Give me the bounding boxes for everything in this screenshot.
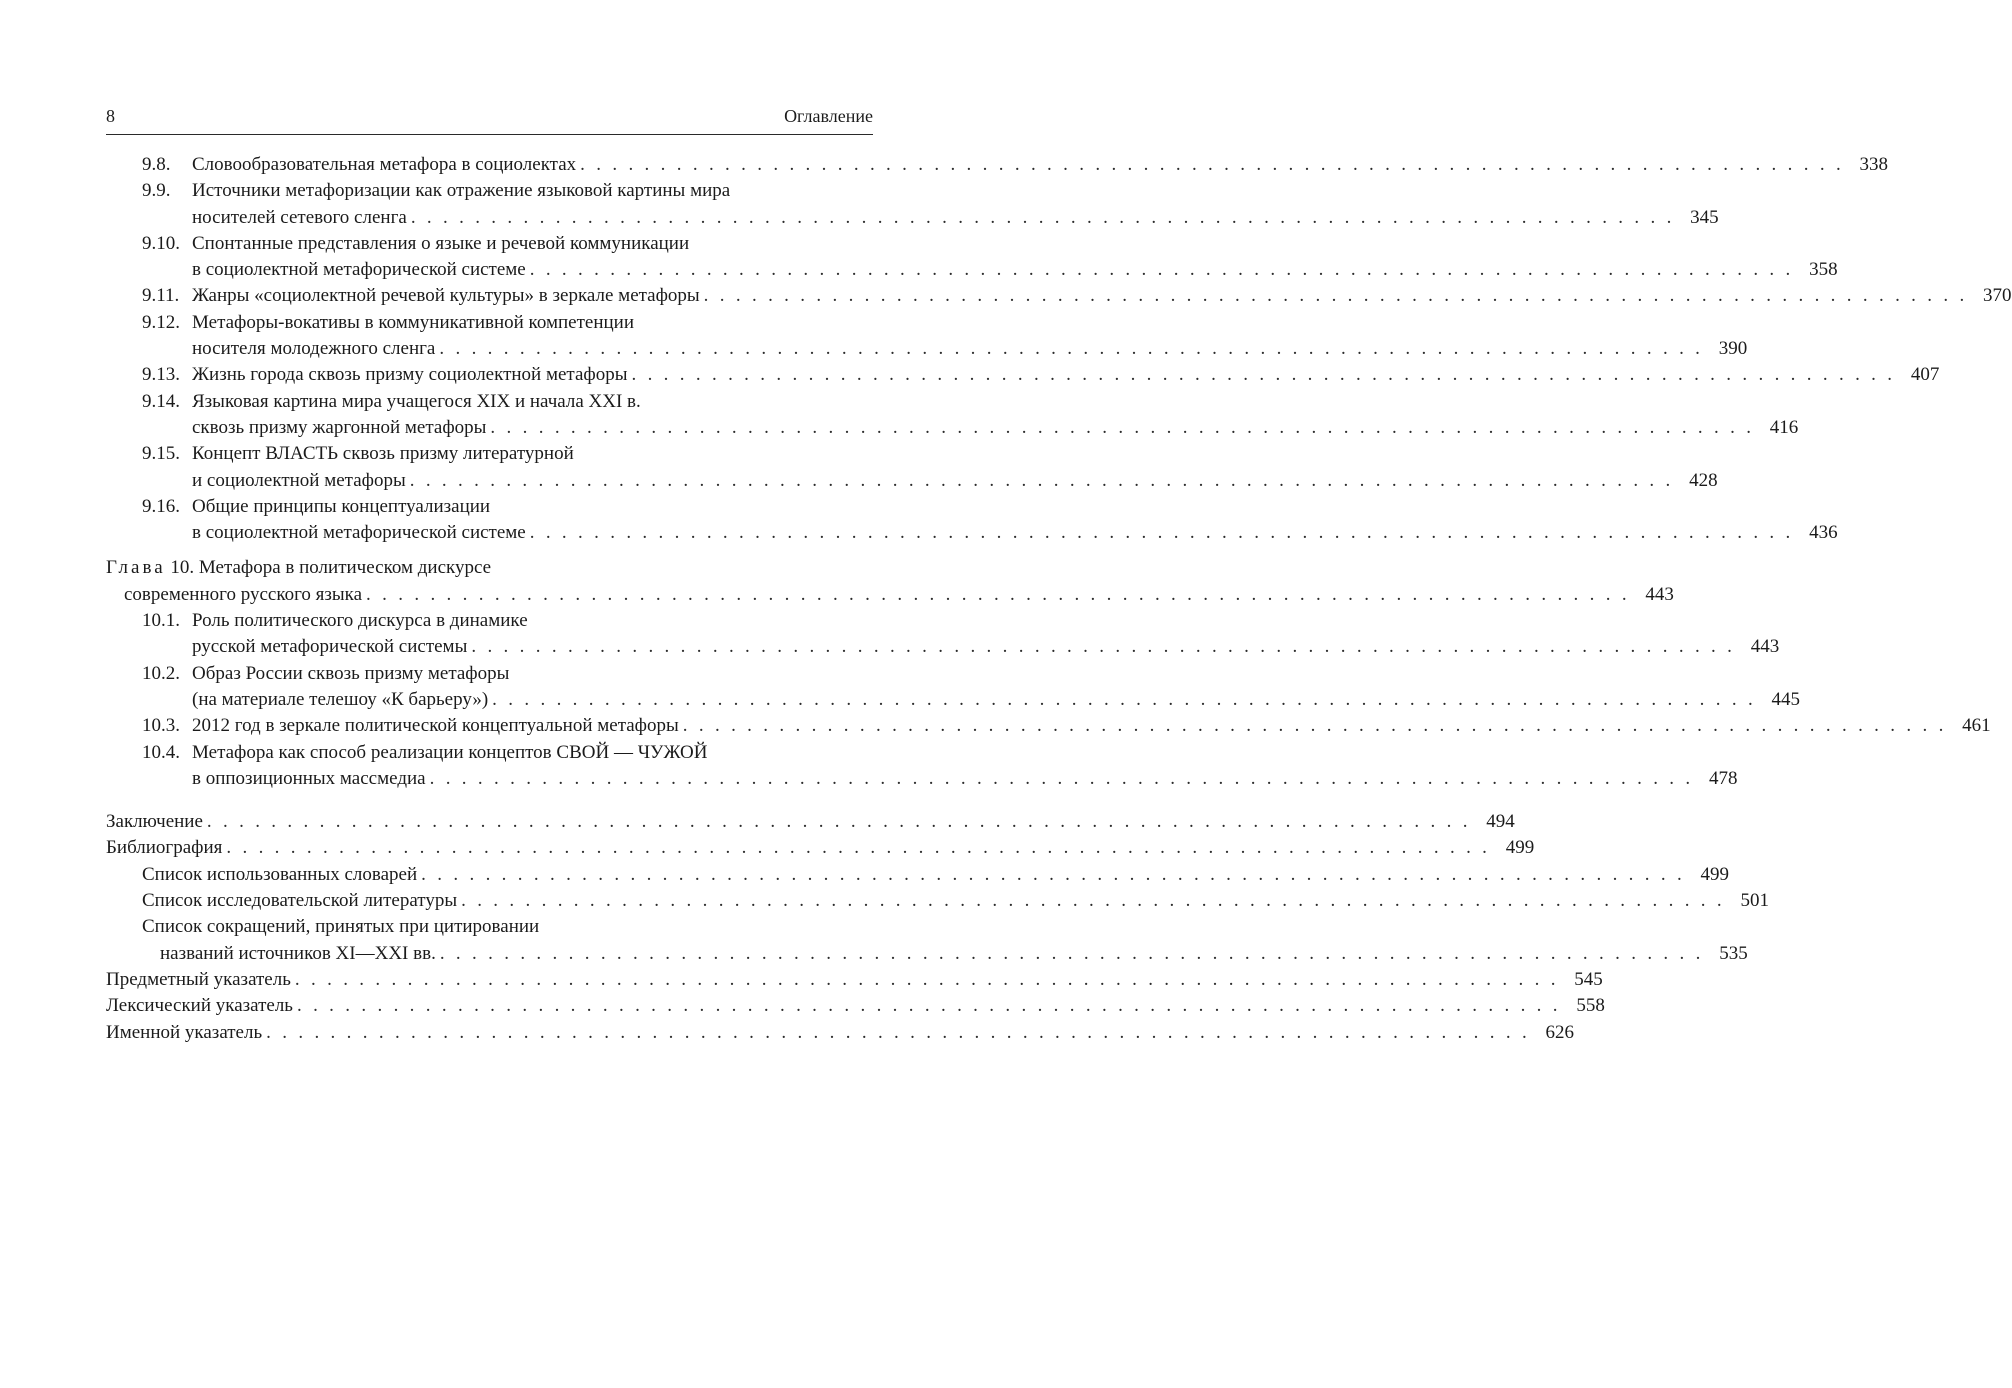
leader-dots: . . . . . . . . . . . . . . . . . . . . . . . . . . . . . . . . . . . . . . . . . . . . . . . . . . . . . . . . . . . . . . . . . . . . . . . . . . . . . . . [490, 416, 1755, 438]
entry-title-cont: названий источников XI—XXI вв. [160, 942, 436, 964]
toc-entry-10-3[interactable] [106, 713, 1991, 739]
entry-title-cont: в оппозиционных массмедиа [192, 767, 426, 789]
chapter-label: Глава [106, 557, 166, 579]
entry-title: Источники метафоризации как отражение языковой картины мира [192, 180, 731, 202]
toc-abbreviations[interactable] [106, 914, 873, 940]
entry-title: Концепт ВЛАСТЬ сквозь призму литературной [192, 443, 574, 465]
page-ref: 390 [1718, 338, 1748, 360]
toc-entry-10-2[interactable] [106, 661, 873, 687]
entry-title: Общие принципы концептуализации [192, 495, 491, 517]
entry-title: Библиография [106, 837, 223, 859]
leader-dots: . . . . . . . . . . . . . . . . . . . . . . . . . . . . . . . . . . . . . . . . . . . . . . . . . . . . . . . . . . . . . . . . . . . . . . . . . . . . . . . [682, 715, 1947, 737]
toc-entry-9-12-cont[interactable] [106, 336, 1748, 362]
toc-literature[interactable] [106, 888, 1769, 914]
toc-subject-index[interactable] [106, 967, 1603, 993]
entry-title: Метафора как способ реализации концептов СВОЙ — ЧУЖОЙ [192, 741, 708, 763]
entry-title: Список использованных словарей [142, 863, 418, 885]
toc-entry-9-16-cont[interactable] [106, 520, 1838, 546]
entry-title: Метафоры-вокативы в коммуникативной компетенции [192, 311, 634, 333]
page-ref: 416 [1769, 416, 1799, 438]
toc-entry-10-1-cont[interactable] [106, 634, 1780, 660]
toc-entry-9-9-cont[interactable] [106, 205, 1719, 231]
entry-title: Образ России сквозь призму метафоры [192, 662, 510, 684]
page-ref: 407 [1910, 364, 1940, 386]
toc-entry-10-1[interactable] [106, 608, 873, 634]
toc-entry-10-2-cont[interactable] [106, 687, 1801, 713]
entry-title-cont: в социолектной метафорической системе [192, 522, 526, 544]
toc-entry-9-13[interactable] [106, 362, 1940, 388]
section-number: 9.15. [142, 443, 180, 465]
section-number: 9.10. [142, 232, 180, 254]
toc-abbreviations-cont[interactable] [106, 941, 1748, 967]
leader-dots: . . . . . . . . . . . . . . . . . . . . . . . . . . . . . . . . . . . . . . . . . . . . . . . . . . . . . . . . . . . . . . . . . . . . . . . . . . . . . . . [206, 811, 1471, 833]
toc-conclusion[interactable] [106, 809, 1515, 835]
page-ref: 545 [1574, 968, 1603, 990]
leader-dots: . . . . . . . . . . . . . . . . . . . . . . . . . . . . . . . . . . . . . . . . . . . . . . . . . . . . . . . . . . . . . . . . . . . . . . . . . . . . . . . [439, 338, 1704, 360]
section-number: 9.13. [142, 364, 180, 386]
entry-title-cont: носителей сетевого сленга [192, 206, 407, 228]
toc-chapter-10-cont[interactable] [106, 582, 1674, 608]
section-number: 9.8. [142, 154, 171, 175]
toc-entry-9-10-cont[interactable] [106, 257, 1838, 283]
toc-name-index[interactable] [106, 1020, 1574, 1046]
page-ref: 501 [1740, 890, 1769, 912]
toc-entry-10-4[interactable] [106, 740, 873, 766]
entry-title-cont: русской метафорической системы [192, 636, 468, 658]
toc-entry-10-4-cont[interactable] [106, 766, 1738, 792]
leader-dots: . . . . . . . . . . . . . . . . . . . . . . . . . . . . . . . . . . . . . . . . . . . . . . . . . . . . . . . . . . . . . . . . . . . . . . . . . . . . . . . [439, 942, 1704, 964]
toc-entry-9-11[interactable] [106, 283, 2012, 309]
toc-entry-9-12[interactable] [106, 310, 873, 336]
page-number: 8 [106, 106, 115, 126]
section-number: 10.3. [142, 715, 180, 737]
section-number: 9.11. [142, 285, 180, 307]
page-ref: 494 [1486, 811, 1515, 833]
leader-dots: . . . . . . . . . . . . . . . . . . . . . . . . . . . . . . . . . . . . . . . . . . . . . . . . . . . . . . . . . . . . . . . . . . . . . . . . . . . . . . . [529, 522, 1794, 544]
page-ref: 436 [1809, 522, 1838, 544]
page-ref: 370 [1983, 285, 2012, 307]
leader-dots: . . . . . . . . . . . . . . . . . . . . . . . . . . . . . . . . . . . . . . . . . . . . . . . . . . . . . . . . . . . . . . . . . . . . . . . . . . . . . . . [703, 285, 1968, 307]
leader-dots: . . . . . . . . . . . . . . . . . . . . . . . . . . . . . . . . . . . . . . . . . . . . . . . . . . . . . . . . . . . . . . . . . . . . . . . . . . . . . . . [421, 863, 1686, 885]
entry-title: Именной указатель [106, 1021, 263, 1043]
running-header [106, 104, 873, 135]
toc-entry-9-15[interactable] [106, 441, 873, 467]
leader-dots: . . . . . . . . . . . . . . . . . . . . . . . . . . . . . . . . . . . . . . . . . . . . . . . . . . . . . . . . . . . . . . . . . . . . . . . . . . . . . . . [266, 1021, 1530, 1043]
entry-title-cont: в социолектной метафорической системе [192, 259, 526, 281]
toc-chapter-10[interactable] [106, 555, 873, 581]
toc-entry-9-8[interactable] [106, 152, 1889, 178]
toc-entry-9-15-cont[interactable] [106, 468, 1718, 494]
page-ref: 428 [1689, 469, 1718, 491]
section-number: 10.4. [142, 741, 180, 763]
toc-entry-9-14-cont[interactable] [106, 415, 1799, 441]
leader-dots: . . . . . . . . . . . . . . . . . . . . . . . . . . . . . . . . . . . . . . . . . . . . . . . . . . . . . . . . . . . . . . . . . . . . . . . . . . . . . . . [580, 154, 1845, 175]
entry-title: Заключение [106, 811, 203, 833]
page-ref: 445 [1771, 688, 1801, 710]
section-number: 9.12. [142, 311, 180, 333]
entry-title: Лексический указатель [106, 995, 293, 1017]
table-of-contents [106, 152, 2012, 1046]
leader-dots: . . . . . . . . . . . . . . . . . . . . . . . . . . . . . . . . . . . . . . . . . . . . . . . . . . . . . . . . . . . . . . . . . . . . . . . . . . . . . . . [226, 837, 1491, 859]
page-ref: 345 [1690, 206, 1719, 228]
page-ref: 443 [1750, 636, 1780, 658]
toc-lexical-index[interactable] [106, 993, 1605, 1019]
entry-title: Словообразовательная метафора в социолектах [192, 154, 577, 175]
page-ref: 626 [1545, 1021, 1574, 1043]
section-number: 10.1. [142, 610, 180, 632]
entry-title: 2012 год в зеркале политической концептуальной метафоры [192, 715, 679, 737]
section-number: 9.9. [142, 180, 171, 202]
page-ref: 499 [1700, 863, 1730, 885]
entry-title: Языковая картина мира учащегося XIX и начала XXI в. [192, 390, 641, 412]
chapter-title: 10. Метафора в политическом дискурсе [165, 557, 492, 579]
page-ref: 478 [1708, 767, 1738, 789]
entry-title: Спонтанные представления о языке и речевой коммуникации [192, 232, 690, 254]
entry-title: Жанры «социолектной речевой культуры» в зеркале метафоры [192, 285, 700, 307]
leader-dots: . . . . . . . . . . . . . . . . . . . . . . . . . . . . . . . . . . . . . . . . . . . . . . . . . . . . . . . . . . . . . . . . . . . . . . . . . . . . . . . [471, 636, 1736, 658]
leader-dots: . . . . . . . . . . . . . . . . . . . . . . . . . . . . . . . . . . . . . . . . . . . . . . . . . . . . . . . . . . . . . . . . . . . . . . . . . . . . . . . [366, 583, 1630, 605]
page-ref: 558 [1576, 995, 1605, 1017]
leader-dots: . . . . . . . . . . . . . . . . . . . . . . . . . . . . . . . . . . . . . . . . . . . . . . . . . . . . . . . . . . . . . . . . . . . . . . . . . . . . . . . [410, 206, 1675, 228]
page-ref: 535 [1719, 942, 1748, 964]
entry-title: Предметный указатель [106, 968, 291, 990]
leader-dots: . . . . . . . . . . . . . . . . . . . . . . . . . . . . . . . . . . . . . . . . . . . . . . . . . . . . . . . . . . . . . . . . . . . . . . . . . . . . . . . [294, 968, 1559, 990]
entry-title-cont: и социолектной метафоры [192, 469, 406, 491]
page-ref: 461 [1962, 715, 1991, 737]
leader-dots: . . . . . . . . . . . . . . . . . . . . . . . . . . . . . . . . . . . . . . . . . . . . . . . . . . . . . . . . . . . . . . . . . . . . . . . . . . . . . . . [409, 469, 1674, 491]
toc-entry-9-14[interactable] [106, 389, 873, 415]
toc-bibliography[interactable] [106, 835, 1535, 861]
entry-title-cont: (на материале телешоу «К барьеру») [192, 688, 489, 710]
entry-title: Роль политического дискурса в динамике [192, 610, 528, 632]
chapter-title-cont: современного русского языка [124, 583, 363, 605]
leader-dots: . . . . . . . . . . . . . . . . . . . . . . . . . . . . . . . . . . . . . . . . . . . . . . . . . . . . . . . . . . . . . . . . . . . . . . . . . . . . . . . [529, 259, 1794, 281]
section-number: 10.2. [142, 662, 180, 684]
leader-dots: . . . . . . . . . . . . . . . . . . . . . . . . . . . . . . . . . . . . . . . . . . . . . . . . . . . . . . . . . . . . . . . . . . . . . . . . . . . . . . . [631, 364, 1896, 386]
leader-dots: . . . . . . . . . . . . . . . . . . . . . . . . . . . . . . . . . . . . . . . . . . . . . . . . . . . . . . . . . . . . . . . . . . . . . . . . . . . . . . . [492, 688, 1757, 710]
entry-title: Список исследовательской литературы [142, 890, 458, 912]
page-ref: 443 [1645, 583, 1674, 605]
running-title: Оглавление [784, 106, 873, 126]
leader-dots: . . . . . . . . . . . . . . . . . . . . . . . . . . . . . . . . . . . . . . . . . . . . . . . . . . . . . . . . . . . . . . . . . . . . . . . . . . . . . . . [461, 890, 1725, 912]
entry-title-cont: сквозь призму жаргонной метафоры [192, 416, 487, 438]
entry-title-cont: носителя молодежного сленга [192, 338, 436, 360]
leader-dots: . . . . . . . . . . . . . . . . . . . . . . . . . . . . . . . . . . . . . . . . . . . . . . . . . . . . . . . . . . . . . . . . . . . . . . . . . . . . . . . [429, 767, 1694, 789]
section-number: 9.14. [142, 390, 180, 412]
page-ref: 338 [1859, 154, 1889, 175]
toc-entry-9-16[interactable] [106, 494, 873, 520]
entry-title: Список сокращений, принятых при цитировании [142, 916, 540, 938]
toc-dictionaries[interactable] [106, 862, 1730, 888]
toc-entry-9-10[interactable] [106, 231, 873, 257]
leader-dots: . . . . . . . . . . . . . . . . . . . . . . . . . . . . . . . . . . . . . . . . . . . . . . . . . . . . . . . . . . . . . . . . . . . . . . . . . . . . . . . [296, 995, 1561, 1017]
toc-entry-9-9[interactable] [106, 178, 873, 204]
section-number: 9.16. [142, 495, 180, 517]
page-ref: 499 [1505, 837, 1535, 859]
entry-title: Жизнь города сквозь призму социолектной метафоры [192, 364, 628, 386]
page-ref: 358 [1809, 259, 1838, 281]
